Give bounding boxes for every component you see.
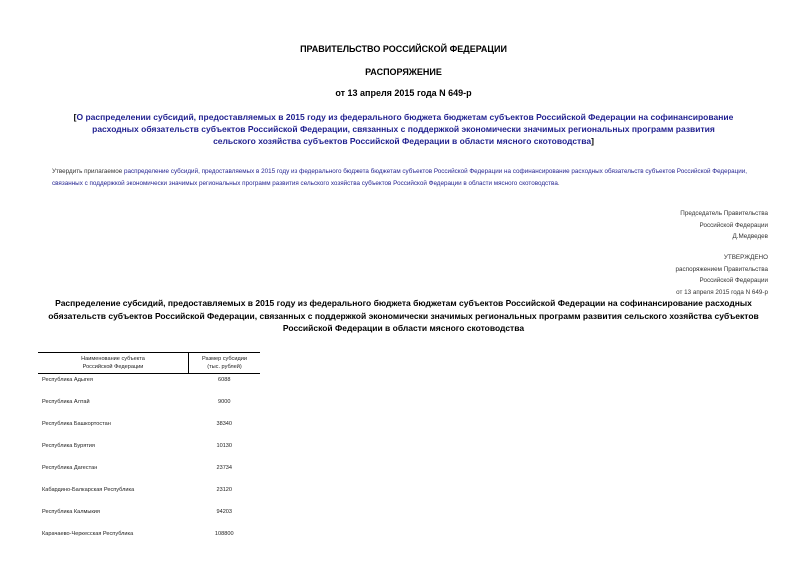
heading-open-bracket: [ [73,112,77,122]
table-row [38,528,260,550]
distribution-title: Распределение субсидий, предоставляемых в 2015 году из федерального бюджета бюджетам субъектов Российской Федерации на софинансирование расходных обязательств субъектов Российской Федерации, связанных с поддержкой экономически значимых региональных программ развития сельского хозяйства субъектов Российской Федерации в области мясного скотоводства [48,298,759,333]
approved-label: УТВЕРЖДЕНО [723,254,768,261]
heading-link[interactable]: О распределении субсидий, предоставляемых в 2015 году из федерального бюджета бюджетам субъектов Российской Федерации на софинансирование расходных обязательств субъектов Российской Федерации, связанных с поддержкой экономически значимых региональных программ развития сельского хозяйства субъектов Российской Федерации в области мясного скотоводства [76,112,734,146]
subsidy-amount: 38340 [216,421,233,427]
signature-name: Д.Медведев [732,233,768,240]
subject-name: Республика Башкортостан [42,421,111,427]
approved-org: Российской Федерации [699,277,768,284]
table-row [38,440,260,462]
subject-name: Республика Алтай [42,399,90,405]
approve-paragraph [52,166,768,190]
column-header-amount-line1: Размер субсидии [201,356,247,362]
subsidy-table [38,352,260,550]
column-header-subject-line1: Наименование субъекта [81,356,145,362]
document-heading [70,111,737,147]
column-header-subject [38,353,189,374]
heading-close-bracket: ] [591,136,594,146]
subject-name: Республика Адыгея [42,377,93,383]
approved-date: от 13 апреля 2015 года N 649-р [676,288,768,296]
subsidy-amount: 108800 [214,531,234,537]
table-row [38,484,260,506]
subject-name: Кабардино-Балкарская Республика [42,487,135,493]
subsidy-amount: 23734 [216,465,233,471]
approved-by: распоряжением Правительства [675,265,768,273]
signature-position: Председатель Правительства [680,210,768,217]
subsidy-amount: 6088 [218,377,231,383]
approve-prefix: Утвердить прилагаемое [52,168,124,175]
table-row [38,506,260,528]
table-row [38,462,260,484]
subsidy-amount: 10130 [216,443,233,449]
table-row [38,374,260,397]
signature-org: Российской Федерации [699,221,768,229]
approve-suffix: . [557,180,560,187]
subsidy-amount: 94203 [216,509,233,515]
table-header-row [38,353,260,374]
signature-block [680,208,768,243]
subject-name: Карачаево-Черкесская Республика [42,531,134,537]
column-header-subject-line2: Российской Федерации [82,364,144,370]
approved-block [676,252,768,298]
subject-name: Республика Бурятия [42,443,95,449]
approve-link[interactable]: распределение субсидий, предоставляемых в 2015 году из федерального бюджета бюджетам субъектов Российской Федерации на софинансирование расходных обязательств субъектов Российской Федерации, связанных с поддержкой экономически значимых региональных программ развития сельского хозяйства субъектов Российской Федерации в области мясного скотоводства [52,168,748,187]
subsidy-amount: 9000 [218,399,231,405]
column-header-amount [189,353,261,374]
document-type: РАСПОРЯЖЕНИЕ [365,67,442,77]
subsidy-amount: 23120 [216,487,233,493]
table-row [38,396,260,418]
table-row [38,418,260,440]
subject-name: Республика Калмыкия [42,509,100,515]
government-title: ПРАВИТЕЛЬСТВО РОССИЙСКОЙ ФЕДЕРАЦИИ [300,44,507,54]
document-date-number: от 13 апреля 2015 года N 649-р [335,88,472,98]
subject-name: Республика Дагестан [42,465,98,471]
column-header-amount-line2: (тыс. рублей) [207,364,242,370]
